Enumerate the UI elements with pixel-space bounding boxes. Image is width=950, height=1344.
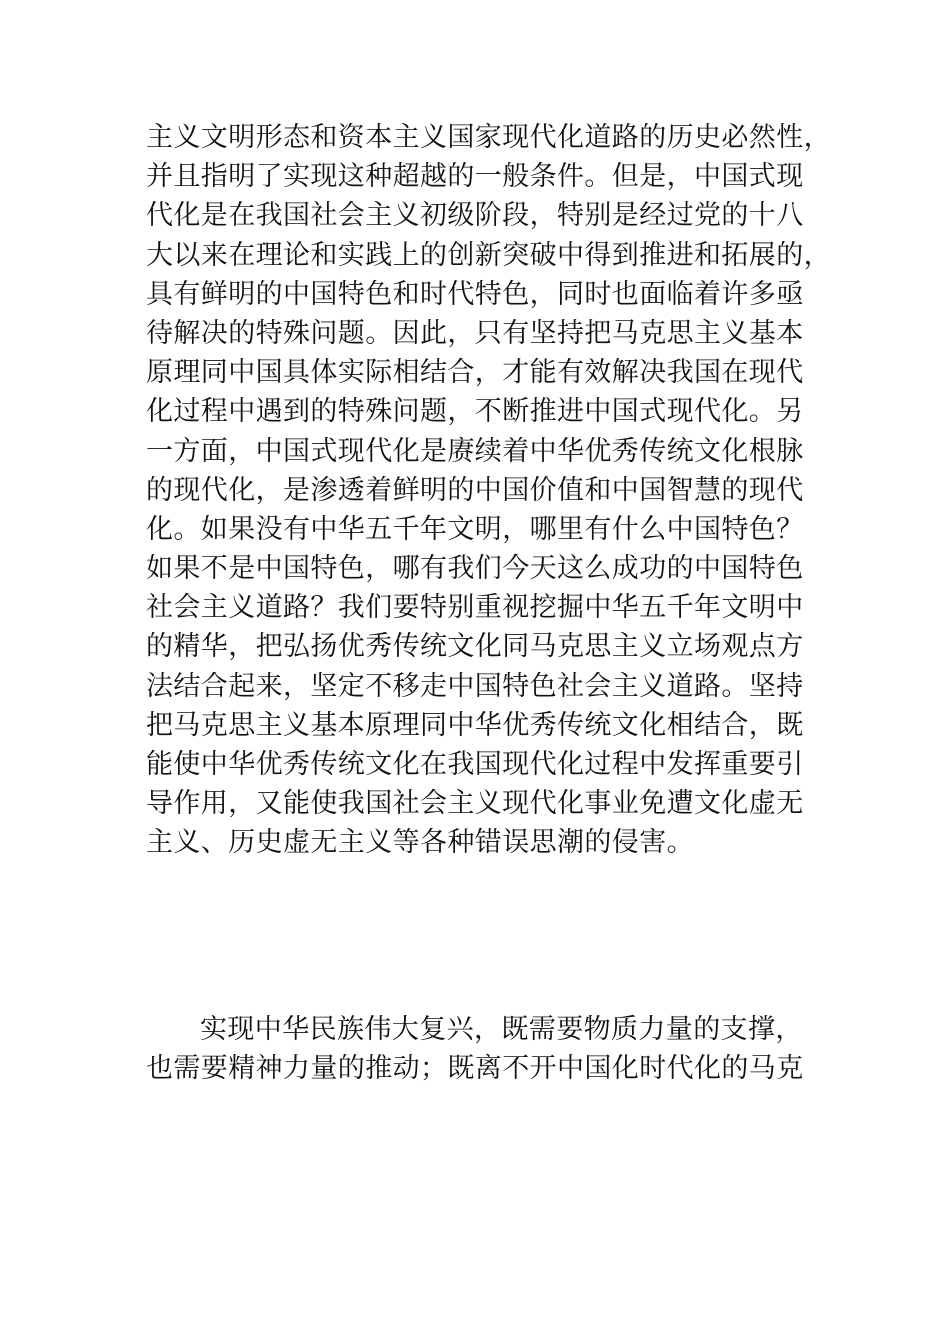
paragraph-1-line: 并且指明了实现这种超越的一般条件。但是，中国式现 — [146, 161, 804, 193]
paragraph-1-line: 一方面，中国式现代化是赓续着中华优秀传统文化根脉 — [146, 435, 804, 467]
paragraph-1-line: 社会主义道路？我们要特别重视挖掘中华五千年文明中 — [146, 592, 804, 624]
paragraph-1 — [146, 118, 831, 863]
paragraph-1-line: 化。如果没有中华五千年文明，哪里有什么中国特色？ — [146, 513, 804, 545]
paragraph-1-line: 主义、历史虚无主义等各种错误思潮的侵害。 — [146, 827, 694, 859]
paragraph-1-line: 的精华，把弘扬优秀传统文化同马克思主义立场观点方 — [146, 631, 804, 663]
paragraph-1-line: 代化是在我国社会主义初级阶段，特别是经过党的十八 — [146, 200, 804, 232]
paragraph-2 — [146, 1010, 816, 1088]
paragraph-1-line: 如果不是中国特色，哪有我们今天这么成功的中国特色 — [146, 553, 804, 585]
paragraph-2-line: 实现中华民族伟大复兴，既需要物质力量的支撑， — [200, 1014, 803, 1045]
paragraph-1-line: 大以来在理论和实践上的创新突破中得到推进和拓展的， — [146, 239, 831, 271]
paragraph-1-line: 具有鲜明的中国特色和时代特色，同时也面临着许多亟 — [146, 278, 804, 310]
paragraph-1-line: 法结合起来，坚定不移走中国特色社会主义道路。坚持 — [146, 670, 804, 702]
paragraph-1-line: 导作用，又能使我国社会主义现代化事业免遭文化虚无 — [146, 788, 804, 820]
paragraph-1-line: 主义文明形态和资本主义国家现代化道路的历史必然性， — [146, 122, 831, 153]
paragraph-2-line: 也需要精神力量的推动；既离不开中国化时代化的马克 — [146, 1053, 804, 1085]
paragraph-1-line: 的现代化，是渗透着鲜明的中国价值和中国智慧的现代 — [146, 474, 804, 506]
paragraph-1-line: 能使中华优秀传统文化在我国现代化过程中发挥重要引 — [146, 749, 804, 780]
paragraph-1-line: 把马克思主义基本原理同中华优秀传统文化相结合，既 — [146, 709, 804, 741]
paragraph-1-line: 待解决的特殊问题。因此，只有坚持把马克思主义基本 — [146, 317, 804, 349]
paragraph-1-line: 化过程中遇到的特殊问题，不断推进中国式现代化。另 — [146, 396, 804, 428]
paragraph-1-line: 原理同中国具体实际相结合，才能有效解决我国在现代 — [146, 357, 804, 389]
